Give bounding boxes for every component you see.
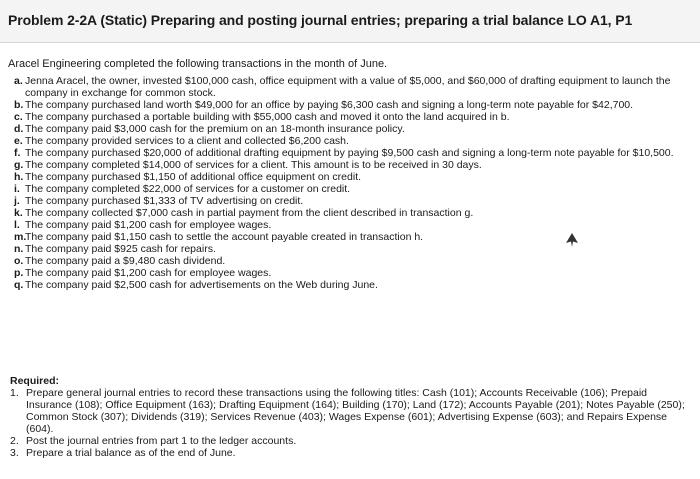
- required-item: [10, 447, 700, 459]
- transaction-letter: j.: [14, 195, 20, 207]
- page-title: Problem 2-2A (Static) Preparing and posting journal entries; preparing a trial balance LO A1, P1: [8, 12, 633, 28]
- required-text: Prepare general journal entries to record these transactions using the following titles: Cash (101); Accounts Receivable (106); Prepaid Insurance (108); Office Equipment (163); Drafting Equipment (164); Building (170); Land (172); Accounts Payable (201); Notes Payable (250); Common Stock (307); Dividends (319); Services Revenue (403); Wages Expense (601); Advertising Expense (603); and Repairs Expense (604).: [26, 387, 685, 435]
- transaction-item: [14, 171, 700, 183]
- transaction-text: The company paid a $9,480 cash dividend.: [25, 255, 226, 267]
- transaction-item: [14, 231, 700, 243]
- transaction-letter: f.: [14, 147, 21, 159]
- required-section: [10, 375, 700, 459]
- transaction-item: [14, 75, 700, 99]
- transaction-item: [14, 279, 700, 291]
- transaction-text: The company paid $1,150 cash to settle the account payable created in transaction h.: [25, 231, 424, 243]
- transaction-item: [14, 243, 700, 255]
- transaction-letter: l.: [14, 219, 20, 231]
- transaction-letter: m.: [14, 231, 27, 243]
- required-text: Prepare a trial balance as of the end of June.: [26, 447, 236, 459]
- transaction-text: The company purchased $1,150 of additional office equipment on credit.: [25, 171, 362, 183]
- required-item: [10, 387, 700, 435]
- transaction-text: The company completed $14,000 of services for a client. This amount is to be received in 30 days.: [25, 159, 482, 171]
- transaction-letter: a.: [14, 75, 23, 87]
- transaction-item: [14, 159, 700, 171]
- transaction-item: [14, 267, 700, 279]
- transaction-item: [14, 195, 700, 207]
- transaction-text: The company purchased a portable building with $55,000 cash and moved it onto the land acquired in b.: [25, 111, 510, 123]
- transaction-letter: g.: [14, 159, 24, 171]
- transaction-item: [14, 255, 700, 267]
- transaction-text: The company provided services to a client and collected $6,200 cash.: [25, 135, 349, 147]
- transaction-item: [14, 99, 700, 111]
- transaction-text: The company paid $925 cash for repairs.: [25, 243, 216, 255]
- transaction-letter: d.: [14, 123, 24, 135]
- header-bar: [0, 0, 700, 43]
- required-item: [10, 435, 700, 447]
- transaction-text: The company paid $1,200 cash for employee wages.: [25, 219, 272, 231]
- required-heading: Required:: [10, 375, 60, 387]
- transaction-text: The company purchased $1,333 of TV advertising on credit.: [25, 195, 304, 207]
- transaction-text: The company paid $3,000 cash for the premium on an 18-month insurance policy.: [25, 123, 405, 135]
- required-list: [10, 387, 700, 459]
- required-number: 2.: [10, 435, 19, 447]
- transaction-text: The company paid $1,200 cash for employee wages.: [25, 267, 272, 279]
- required-text: Post the journal entries from part 1 to the ledger accounts.: [26, 435, 297, 447]
- transaction-letter: o.: [14, 255, 24, 267]
- transaction-letter: n.: [14, 243, 24, 255]
- transaction-text: The company collected $7,000 cash in partial payment from the client described in transaction g.: [25, 207, 474, 219]
- required-number: 3.: [10, 447, 19, 459]
- transaction-item: [14, 207, 700, 219]
- transaction-text: The company completed $22,000 of services for a customer on credit.: [25, 183, 351, 195]
- transaction-item: [14, 111, 700, 123]
- transaction-item: [14, 123, 700, 135]
- transaction-letter: h.: [14, 171, 24, 183]
- transaction-item: [14, 147, 700, 159]
- transaction-letter: k.: [14, 207, 23, 219]
- transaction-list: [14, 75, 700, 291]
- transaction-letter: i.: [14, 183, 20, 195]
- transaction-letter: b.: [14, 99, 24, 111]
- transaction-text: The company purchased $20,000 of additional drafting equipment by paying $9,500 cash and signing a long-term note payable for $10,500.: [25, 147, 674, 159]
- transaction-letter: e.: [14, 135, 23, 147]
- transaction-item: [14, 183, 700, 195]
- transaction-letter: c.: [14, 111, 23, 123]
- transaction-item: [14, 135, 700, 147]
- intro-text: Aracel Engineering completed the following transactions in the month of June.: [8, 58, 388, 70]
- transaction-text: The company purchased land worth $49,000 for an office by paying $6,300 cash and signing a long-term note payable for $42,700.: [25, 99, 634, 111]
- mouse-cursor-icon: [566, 233, 578, 247]
- transaction-letter: q.: [14, 279, 24, 291]
- transaction-text: The company paid $2,500 cash for advertisements on the Web during June.: [25, 279, 378, 291]
- transaction-letter: p.: [14, 267, 24, 279]
- transaction-text: Jenna Aracel, the owner, invested $100,000 cash, office equipment with a value of $5,000, and $60,000 of drafting equipment to launch the company in exchange for common stock.: [25, 75, 671, 99]
- required-number: 1.: [10, 387, 19, 399]
- transaction-item: [14, 219, 700, 231]
